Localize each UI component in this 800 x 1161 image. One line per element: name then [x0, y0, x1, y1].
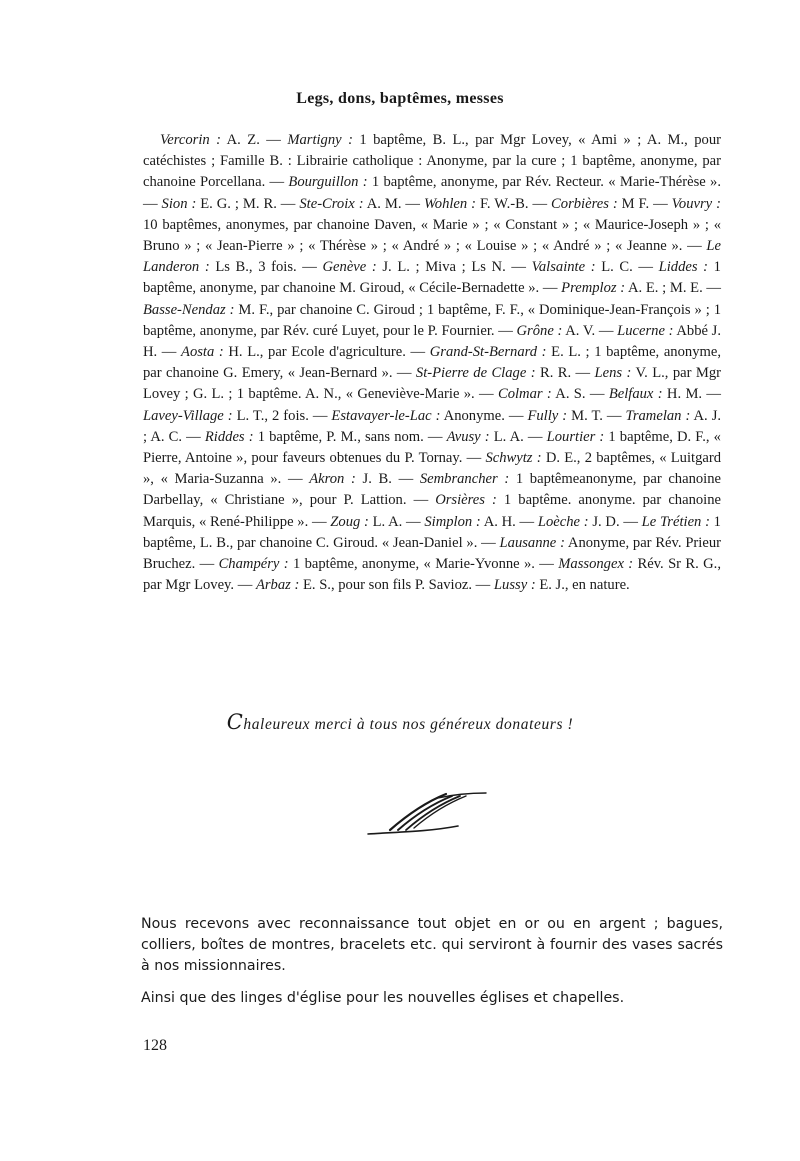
donation-details: 1 baptême, P. M., sans nom. — [253, 428, 447, 445]
donation-place: Grand-St-Bernard : [429, 344, 547, 361]
donation-place: Champéry : [218, 556, 289, 573]
thanks-line [0, 710, 800, 734]
donation-place: Wohlen : [423, 195, 476, 212]
donation-place: Akron : [309, 471, 356, 488]
donation-place: St-Pierre de Clage : [415, 365, 536, 382]
donation-details: J. D. — [588, 513, 642, 530]
donation-details: A. V. — [562, 322, 618, 339]
donation-details: Anonyme. — [440, 407, 528, 424]
page-number: 128 [143, 1037, 167, 1054]
donation-place: Estavayer-le-Lac : [331, 407, 441, 424]
donation-details: E. S., pour son fils P. Savioz. — [299, 577, 494, 594]
donation-place: Loèche : [537, 513, 589, 530]
donation-details: 1 baptême, B. L., par Mgr Lovey, « Ami » ; A. M., pour catéchistes ; Famille B. : Librairie catholique : Anonyme, par la cure ; 1 baptême, anonyme, par chanoine Porcellana. — [143, 132, 721, 191]
donation-place: Avusy : [446, 428, 490, 445]
donation-place: Vouvry : [671, 195, 721, 212]
donation-place: Lussy : [493, 577, 536, 594]
donation-details: E. L. ; 1 baptême, anonyme, par chanoine G. Emery, « Jean-Bernard ». — [143, 344, 721, 382]
donation-place: Bourguillon : [288, 174, 368, 191]
page-title: Legs, dons, baptêmes, messes [296, 90, 504, 107]
donation-place: Belfaux : [608, 386, 663, 403]
donation-details: A. S. — [551, 386, 609, 403]
donation-details: Anonyme, par Rév. Prieur Bruchez. — [143, 534, 721, 573]
donation-details: H. M. — [662, 386, 721, 403]
donation-details: 1 baptême, L. B., par chanoine C. Giroud. « Jean-Daniel ». — [143, 513, 721, 551]
donation-place: Sion : [161, 195, 197, 212]
donation-details: E. G. ; M. R. — [196, 195, 300, 212]
donation-details: 1 baptême, D. F., « Pierre, Antoine », pour faveurs obtenues du P. Tornay. — [143, 428, 721, 467]
donations-list [143, 130, 721, 596]
donation-place: Aosta : [181, 344, 224, 361]
donation-details: L. T., 2 fois. — [232, 407, 332, 424]
donation-place: Arbaz : [255, 577, 300, 594]
donation-details: Abbé J. H. — [143, 322, 721, 361]
donation-details: 1 baptême, anonyme, par chanoine M. Giroud, « Cécile-Bernadette ». — [143, 259, 721, 297]
donation-place: Lavey-Village : [143, 407, 233, 424]
donation-place: Corbières : [551, 195, 618, 212]
donation-place: Liddes : [658, 259, 709, 276]
donation-place: Vercorin : [160, 132, 222, 148]
donation-details: J. B. — [355, 471, 420, 488]
donation-details: E. J., en nature. [535, 577, 630, 594]
donation-place: Colmar : [497, 386, 552, 403]
donation-details: M. T. — [567, 407, 626, 424]
donation-details: A. M. — [363, 195, 424, 212]
donation-place: Lourtier : [546, 428, 605, 445]
donation-details: H. L., par Ecole d'agriculture. — [223, 344, 430, 361]
donation-details: L. C. — [595, 259, 659, 276]
donation-place: Massongex : [558, 556, 634, 573]
donation-place: Fully : [527, 407, 568, 424]
thanks-text: haleureux merci à tous nos généreux donateurs ! [243, 716, 574, 733]
donation-details: Rév. Sr R. G., par Mgr Lovey. — [143, 556, 721, 594]
donation-place: Grône : [516, 322, 563, 339]
donation-place: Premploz : [561, 280, 626, 297]
donation-details: F. W.-B. — [476, 195, 552, 212]
donation-details: 1 baptême, anonyme, par Rév. Recteur. « Marie-Thérèse ». — [143, 174, 721, 212]
donation-details: A. E. ; M. E. — [625, 280, 722, 297]
donation-place: Lucerne : [617, 322, 674, 339]
donation-details: D. E., 2 baptêmes, « Luitgard », « Maria-Suzanna ». — [143, 450, 722, 488]
donation-place: Le Landeron : [143, 238, 721, 276]
donation-details: A. H. — [480, 513, 538, 530]
donation-place: Zoug : [330, 513, 369, 530]
donation-details: 10 baptêmes, anonymes, par chanoine Daven, « Marie » ; « Constant » ; « Maurice-Joseph » ; « Bruno » ; « Jean-Pierre » ; « Thérèse » ; « André » ; « Louise » ; « André » ; « Jeanne ». — [143, 216, 721, 255]
donation-details: L. A. — [489, 428, 547, 445]
donation-details: L. A. — [368, 513, 425, 530]
donation-details: V. L., par Mgr Lovey ; G. L. ; 1 baptême. A. N., « Geneviève-Marie ». — [143, 365, 721, 403]
donation-place: Martigny : [287, 132, 353, 148]
donation-details: M F. — [617, 195, 672, 212]
donation-place: Ste-Croix : [299, 195, 364, 212]
donation-place: Sembrancher : [419, 471, 510, 488]
notice-church-linens: Ainsi que des linges d'église pour les nouvelles églises et chapelles. [141, 990, 625, 1006]
donation-place: Simplon : [424, 513, 481, 530]
donation-place: Lausanne : [499, 534, 565, 551]
donation-place: Genève : [322, 259, 377, 276]
thanks-initial: C [226, 710, 244, 734]
donation-place: Basse-Nendaz : [143, 301, 235, 318]
donation-details: 1 baptême, anonyme, « Marie-Yvonne ». — [288, 556, 559, 573]
donation-place: Valsainte : [531, 259, 596, 276]
donation-place: Riddes : [204, 428, 254, 445]
donation-details: R. R. — [535, 365, 595, 382]
notice-precious-objects: Nous recevons avec reconnaissance tout objet en or ou en argent ; bagues, colliers, boîtes de montres, bracelets etc. qui serviront à fournir des vases sacrés à nos missionnaires. [141, 916, 723, 974]
donation-place: Schwytz : [485, 450, 542, 467]
donation-details: A. J. ; A. C. — [143, 407, 722, 445]
donation-place: Le Trétien : [641, 513, 710, 530]
flourish-ornament [366, 788, 488, 838]
donation-details: 1 baptême. anonyme. par chanoine Marquis, « René-Philippe ». — [143, 492, 721, 530]
donation-place: Tramelan : [625, 407, 691, 424]
donation-details: M. F., par chanoine C. Giroud ; 1 baptême, F. F., « Dominique-Jean-François » ; 1 baptême, anonyme, par Rév. curé Luyet, pour le P. Fournier. — [143, 301, 721, 339]
donation-place: Lens : [594, 365, 632, 382]
donation-details: A. Z. — [221, 132, 288, 148]
donation-details: J. L. ; Miva ; Ls N. — [376, 259, 532, 276]
donation-details: Ls B., 3 fois. — [209, 259, 323, 276]
donation-details: 1 baptêmeanonyme, par chanoine Darbellay, « Christiane », pour P. Lattion. — [143, 471, 722, 509]
donation-place: Orsières : [435, 492, 497, 509]
